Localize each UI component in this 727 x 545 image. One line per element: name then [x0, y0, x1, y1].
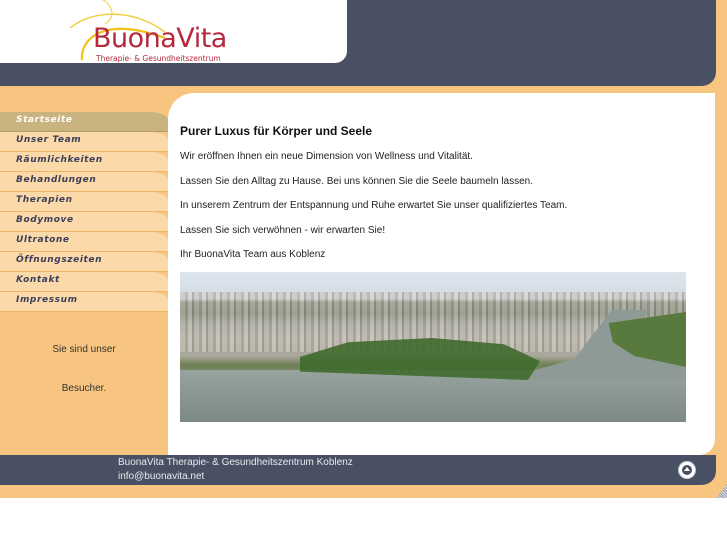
main-nav [0, 112, 168, 312]
nav-item-label: Startseite [16, 115, 73, 125]
signature-text: Ihr BuonaVita Team aus Koblenz [180, 249, 326, 260]
intro-paragraph: Lassen Sie sich verwöhnen - wir erwarten Sie! [180, 225, 386, 236]
footer-email-link[interactable]: info@buonavita.net [118, 471, 205, 482]
intro-paragraph: Wir eröffnen Ihnen ein neue Dimension von Wellness und Vitalität. [180, 151, 473, 162]
page-title: Purer Luxus für Körper und Seele [180, 124, 373, 138]
nav-item-label: Öffnungszeiten [16, 255, 103, 265]
nav-item-label: Impressum [16, 295, 78, 305]
nav-item-label: Räumlichkeiten [16, 155, 103, 165]
nav-item-behandlungen[interactable] [0, 172, 168, 192]
nav-item-ultratone[interactable] [0, 232, 168, 252]
footer-company-name: BuonaVita Therapie- & Gesundheitszentrum Koblenz [118, 457, 353, 468]
nav-item-label: Therapien [16, 195, 73, 205]
nav-item-label: Kontakt [16, 275, 60, 285]
nav-item-oeffnungszeiten[interactable] [0, 252, 168, 272]
visitor-counter-text: Sie sind unser [52, 344, 116, 355]
arrow-up-circle-icon[interactable] [678, 461, 696, 479]
footer [0, 455, 716, 485]
nav-item-bodymove[interactable] [0, 212, 168, 232]
intro-paragraph: Lassen Sie den Alltag zu Hause. Bei uns können Sie die Seele baumeln lassen. [180, 176, 534, 187]
nav-item-label: Behandlungen [16, 175, 97, 185]
visitor-counter-suffix: Besucher. [61, 383, 107, 394]
koblenz-panorama-photo [180, 272, 686, 422]
nav-item-unser-team[interactable] [0, 132, 168, 152]
main-content [168, 93, 715, 455]
intro-paragraph: In unserem Zentrum der Entspannung und Ruhe erwartet Sie unser qualifiziertes Team. [180, 200, 568, 211]
nav-item-startseite[interactable] [0, 112, 168, 132]
nav-item-therapien[interactable] [0, 192, 168, 212]
logo[interactable] [0, 0, 347, 63]
nav-item-label: Unser Team [16, 135, 82, 145]
nav-item-raeumlichkeiten[interactable] [0, 152, 168, 172]
sidebar [0, 93, 168, 455]
logo-wordmark: BuonaVita [93, 23, 227, 54]
nav-item-kontakt[interactable] [0, 272, 168, 292]
nav-item-impressum[interactable] [0, 292, 168, 312]
nav-item-label: Ultratone [16, 235, 70, 245]
nav-item-label: Bodymove [16, 215, 74, 225]
logo-subtitle: Therapie- & Gesundheitszentrum [96, 54, 221, 63]
